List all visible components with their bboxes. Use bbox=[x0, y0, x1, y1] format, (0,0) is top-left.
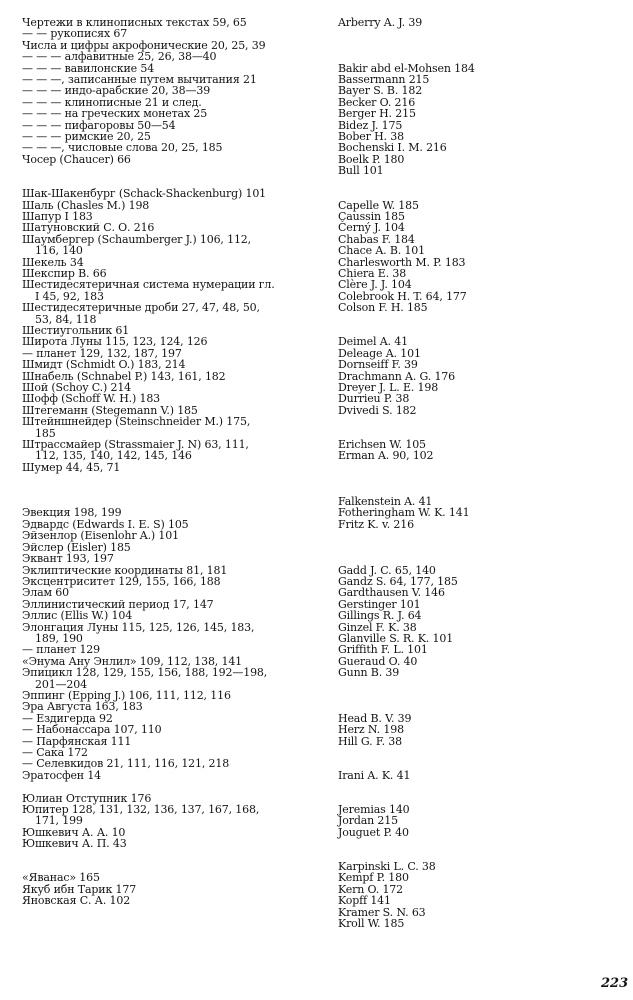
index-entry: Chabas F. 184 bbox=[338, 232, 415, 246]
index-entry: Clère J. J. 104 bbox=[338, 278, 412, 292]
page-number: 223 bbox=[601, 976, 629, 991]
index-entry: «Яванас» 165 bbox=[22, 871, 100, 885]
index-entry: Arberry A. J. 39 bbox=[338, 16, 423, 29]
index-spacer bbox=[338, 530, 628, 541]
index-entry: Эдвардс (Edwards I. E. S) 105 bbox=[22, 517, 189, 531]
index-entry: Шекель 34 bbox=[22, 255, 84, 269]
index-entry: Gandz S. 64, 177, 185 bbox=[338, 574, 458, 588]
index-entry: Эквант 193, 197 bbox=[22, 552, 114, 566]
index-entry: Deleage A. 101 bbox=[338, 346, 421, 360]
index-entry: Эйзенлор (Eisenlohr A.) 101 bbox=[22, 529, 179, 543]
index-entry: Deimel A. 41 bbox=[338, 335, 408, 349]
index-entry: Шекспир В. 66 bbox=[22, 266, 107, 280]
index-entry: Элонгация Луны 115, 125, 126, 145, 183, bbox=[22, 620, 255, 634]
index-entry: Karpinski L. C. 38 bbox=[338, 860, 436, 874]
index-entry: Широта Луны 115, 123, 124, 126 bbox=[22, 335, 208, 349]
index-entry: Head B. V. 39 bbox=[338, 711, 412, 725]
index-entry: Bayer S. B. 182 bbox=[338, 84, 423, 98]
index-entry: Bober H. 38 bbox=[338, 130, 404, 144]
index-spacer bbox=[22, 485, 322, 496]
index-entry: Юпитер 128, 131, 132, 136, 137, 167, 168, bbox=[22, 803, 260, 817]
index-entry: Glanville S. R. K. 101 bbox=[338, 631, 454, 645]
index-spacer bbox=[338, 553, 628, 564]
index-spacer bbox=[22, 473, 322, 484]
index-entry: Kroll W. 185 bbox=[338, 917, 405, 931]
index-entry: Шестидесятеричные дроби 27, 47, 48, 50, bbox=[22, 301, 260, 315]
index-entry: Berger H. 215 bbox=[338, 107, 416, 121]
index-spacer bbox=[338, 177, 628, 188]
index-spacer bbox=[338, 473, 628, 484]
index-entry: — — — индо-арабские 20, 38—39 bbox=[22, 84, 211, 98]
index-entry: Эвекция 198, 199 bbox=[22, 506, 122, 520]
index-entry: Durrieu P. 38 bbox=[338, 392, 410, 406]
index-entry: Irani A. K. 41 bbox=[338, 768, 411, 782]
index-entry: «Энума Ану Энлил» 109, 112, 138, 141 bbox=[22, 654, 243, 668]
index-entry: Яновская С. А. 102 bbox=[22, 894, 131, 908]
index-entry: — планет 129, 132, 187, 197 bbox=[22, 346, 182, 360]
index-entry: Bull 101 bbox=[338, 164, 384, 178]
index-entry-continuation: I 45, 92, 183 bbox=[35, 289, 104, 303]
index-entry: — — — пифагоровы 50—54 bbox=[22, 118, 176, 132]
index-entry: Bidez J. 175 bbox=[338, 118, 403, 132]
index-entry: Юшкевич А. П. 43 bbox=[22, 837, 127, 851]
index-entry: Чосер (Chaucer) 66 bbox=[22, 152, 131, 166]
index-entry: Fotheringham W. K. 141 bbox=[338, 506, 470, 520]
index-entry: Шестидесятеричная система нумерации гл. bbox=[22, 278, 275, 292]
index-spacer bbox=[338, 314, 628, 325]
index-spacer bbox=[338, 28, 628, 39]
index-entry: Эксцентриситет 129, 155, 166, 188 bbox=[22, 574, 221, 588]
index-entry: Chiera E. 38 bbox=[338, 266, 407, 280]
index-spacer bbox=[22, 165, 322, 176]
index-spacer bbox=[22, 850, 322, 861]
index-entry: Элам 60 bbox=[22, 586, 69, 600]
index-entry: Fritz K. v. 216 bbox=[338, 517, 414, 531]
index-entry: Jouguet P. 40 bbox=[338, 825, 409, 839]
index-entry: Шмидт (Schmidt O.) 183, 214 bbox=[22, 358, 186, 372]
index-entry: Boelk P. 180 bbox=[338, 152, 405, 166]
index-spacer bbox=[338, 51, 628, 62]
index-entry-continuation: 201—204 bbox=[35, 677, 87, 691]
index-entry: Caussin 185 bbox=[338, 209, 405, 223]
index-entry: Шаумбергер (Schaumberger J.) 106, 112, bbox=[22, 232, 252, 246]
index-entry: — — — клинописные 21 и след. bbox=[22, 95, 202, 109]
index-spacer bbox=[338, 462, 628, 473]
index-entry: Якуб ибн Тарик 177 bbox=[22, 882, 137, 896]
index-entry: Bochenski I. M. 216 bbox=[338, 141, 447, 155]
index-spacer bbox=[338, 416, 628, 427]
index-entry: Эйслер (Eisler) 185 bbox=[22, 540, 131, 554]
index-entry: — Сака 172 bbox=[22, 746, 88, 759]
index-entry: Штрассмайер (Strassmaier J. N) 63, 111, bbox=[22, 438, 249, 452]
index-entry: Штегеманн (Stegemann V.) 185 bbox=[22, 403, 198, 417]
index-entry: — — — алфавитные 25, 26, 38—40 bbox=[22, 50, 217, 64]
index-entry: Kopff 141 bbox=[338, 894, 391, 908]
index-entry: Gadd J. C. 65, 140 bbox=[338, 563, 436, 577]
index-column-right bbox=[338, 17, 628, 930]
index-entry-continuation: 171, 199 bbox=[35, 814, 83, 828]
index-entry: — планет 129 bbox=[22, 643, 100, 657]
index-entry: Шой (Schoy C.) 214 bbox=[22, 381, 132, 394]
index-entry: — Селевкидов 21, 111, 116, 121, 218 bbox=[22, 757, 230, 771]
index-entry: Falkenstein A. 41 bbox=[338, 495, 433, 509]
index-entry: Gunn B. 39 bbox=[338, 666, 400, 680]
index-entry: Gillings R. J. 64 bbox=[338, 609, 422, 623]
index-entry-continuation: 189, 190 bbox=[35, 631, 83, 645]
index-entry: — — — римские 20, 25 bbox=[22, 130, 151, 144]
index-entry: Kern O. 172 bbox=[338, 882, 403, 896]
index-entry: Dreyer J. L. E. 198 bbox=[338, 381, 439, 394]
index-entry: Hill G. F. 38 bbox=[338, 734, 402, 748]
index-entry: Ginzel F. K. 38 bbox=[338, 620, 417, 634]
index-entry: Charlesworth M. P. 183 bbox=[338, 255, 466, 269]
index-entry-continuation: 185 bbox=[35, 426, 56, 440]
index-spacer bbox=[338, 838, 628, 849]
index-entry: Шумер 44, 45, 71 bbox=[22, 460, 121, 474]
index-spacer bbox=[338, 747, 628, 758]
index-entry: — — —, числовые слова 20, 25, 185 bbox=[22, 141, 223, 155]
index-entry: — Парфянская 111 bbox=[22, 734, 132, 748]
index-entry: Шак-Шакенбург (Schack-Shackenburg) 101 bbox=[22, 187, 267, 201]
index-entry: Erman A. 90, 102 bbox=[338, 449, 434, 463]
index-entry: Capelle W. 185 bbox=[338, 198, 419, 212]
index-entry: — — рукописях 67 bbox=[22, 27, 128, 41]
index-entry: Юлиан Отступник 176 bbox=[22, 791, 152, 805]
index-entry: Erichsen W. 105 bbox=[338, 438, 426, 452]
index-entry: Шофф (Schoff W. H.) 183 bbox=[22, 392, 161, 406]
index-entry: Colson F. H. 185 bbox=[338, 301, 428, 315]
index-column-left bbox=[22, 17, 322, 907]
index-entry: Шнабель (Schnabel P.) 143, 161, 182 bbox=[22, 369, 226, 383]
index-entry: Colebrook H. T. 64, 177 bbox=[338, 289, 467, 303]
index-entry: Herz N. 198 bbox=[338, 723, 404, 737]
index-entry: Chace A. B. 101 bbox=[338, 244, 425, 258]
index-entry: Jeremias 140 bbox=[338, 803, 410, 817]
index-entry: Dvivedi S. 182 bbox=[338, 403, 417, 417]
index-entry: — — —, записанные путем вычитания 21 bbox=[22, 73, 257, 87]
index-entry: Чертежи в клинописных текстах 59, 65 bbox=[22, 16, 247, 29]
index-spacer bbox=[22, 781, 322, 792]
index-entry: Drachmann A. G. 176 bbox=[338, 369, 456, 383]
index-entry: — Набонассара 107, 110 bbox=[22, 723, 162, 737]
index-entry: Эпицикл 128, 129, 155, 156, 188, 192—198, bbox=[22, 666, 268, 680]
index-entry: Юшкевич А. А. 10 bbox=[22, 825, 126, 839]
index-entry: Kempf P. 180 bbox=[338, 871, 409, 885]
index-entry: — — — вавилонские 54 bbox=[22, 61, 155, 75]
index-entry: Штейншнейдер (Steinschneider M.) 175, bbox=[22, 415, 251, 429]
index-entry: Černý J. 104 bbox=[338, 221, 405, 235]
index-entry: Jordan 215 bbox=[338, 814, 398, 828]
index-entry: Dornseiff F. 39 bbox=[338, 358, 418, 372]
index-entry: Эра Августа 163, 183 bbox=[22, 700, 143, 714]
index-entry: Шатуновский С. О. 216 bbox=[22, 221, 155, 235]
index-entry: Эппинг (Epping J.) 106, 111, 112, 116 bbox=[22, 688, 231, 702]
index-entry: Шаль (Chasles M.) 198 bbox=[22, 198, 150, 212]
index-spacer bbox=[338, 188, 628, 199]
index-entry-continuation: 116, 140 bbox=[35, 244, 83, 258]
index-entry: — — — на греческих монетах 25 bbox=[22, 107, 208, 121]
index-entry: Gardthausen V. 146 bbox=[338, 586, 445, 600]
index-entry: Gueraud O. 40 bbox=[338, 654, 418, 668]
index-entry: Шестиугольник 61 bbox=[22, 323, 130, 337]
index-entry: Griffith F. L. 101 bbox=[338, 643, 428, 657]
index-spacer bbox=[338, 781, 628, 792]
index-entry: Числа и цифры акрофонические 20, 25, 39 bbox=[22, 38, 266, 52]
index-entry: Bakir abd el-Mohsen 184 bbox=[338, 61, 475, 75]
index-entry-continuation: 112, 135, 140, 142, 145, 146 bbox=[35, 449, 192, 463]
index-entry: Эклиптические координаты 81, 181 bbox=[22, 563, 228, 577]
index-entry-continuation: 53, 84, 118 bbox=[35, 312, 97, 326]
index-entry: Шапур I 183 bbox=[22, 209, 93, 223]
index-entry: Эллис (Ellis W.) 104 bbox=[22, 609, 133, 623]
index-spacer bbox=[338, 679, 628, 690]
index-spacer bbox=[338, 690, 628, 701]
index-entry: Gerstinger 101 bbox=[338, 597, 421, 611]
index-entry: Эллинистический период 17, 147 bbox=[22, 597, 214, 611]
index-spacer bbox=[338, 40, 628, 51]
index-entry: Bassermann 215 bbox=[338, 73, 430, 87]
index-entry: Becker O. 216 bbox=[338, 95, 416, 109]
index-spacer bbox=[338, 542, 628, 553]
index-entry: Эратосфен 14 bbox=[22, 768, 102, 782]
index-entry: — Ездигерда 92 bbox=[22, 711, 113, 725]
index-entry: Kramer S. N. 63 bbox=[338, 905, 426, 919]
